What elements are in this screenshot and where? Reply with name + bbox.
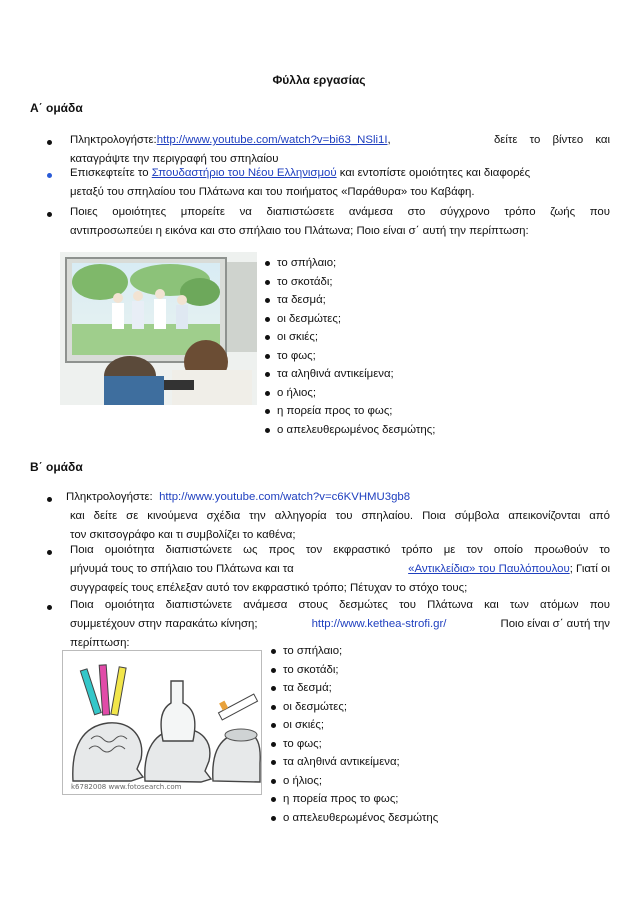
bullet-icon [271, 705, 276, 710]
list-item [265, 421, 595, 440]
line-2: αντιπροσωπεύει η εικόνα και στο σπήλαιο του Πλάτωνα; Ποιο είναι σ΄ αυτή την περίπτωση: [70, 225, 529, 237]
line-2: μεταξύ του σπηλαίου του Πλάτωνα και του ποιήματος «Παράθυρα» του Καβάφη. [70, 186, 475, 198]
list-item [271, 661, 601, 680]
list-item [265, 402, 595, 421]
bullet-icon [265, 372, 270, 377]
spoudastirio-link[interactable]: Σπουδαστήριο του Νέου Ελληνισμού [151, 167, 337, 179]
bullet-icon [265, 298, 270, 303]
bullet-icon [271, 686, 276, 691]
line-1: Ποιες ομοιότητες μπορείτε να διαπιστώσετε ανάμεσα στο σύγχρονο τρόπο ζωής που [70, 206, 610, 218]
list-item-text: τα αληθινά αντικείμενα; [277, 368, 394, 380]
line-2: καταγράψτε την περιγραφή του σπηλαίου [70, 153, 279, 165]
kethea-link[interactable]: http://www.kethea-strofi.gr/ [311, 618, 447, 630]
list-item-text: οι δεσμώτες; [283, 700, 348, 713]
list-item-text: οι σκιές; [277, 331, 319, 343]
bullet-icon [47, 497, 52, 502]
list-item-text: το φως; [283, 737, 322, 750]
list-item [265, 347, 595, 366]
line-1: Ποια ομοιότητα διαπιστώνετε ως προς τον εκφραστικό τρόπο με τον οποίο προωθούν το [70, 544, 610, 556]
bullet-icon [271, 797, 276, 802]
antikleidia-link[interactable]: «Αντικλείδια» του Παυλόπουλου [408, 563, 570, 575]
list-item [271, 790, 601, 809]
list-item-text: τα δεσμά; [277, 294, 326, 306]
bullet-icon [271, 668, 276, 673]
list-item [271, 772, 601, 791]
bullet-icon [265, 391, 270, 396]
comma: , [387, 134, 391, 146]
group-b-item-1 [66, 488, 610, 545]
bullet-icon [47, 212, 52, 217]
bullet-icon [271, 723, 276, 728]
list-item-text: τα αληθινά αντικείμενα; [283, 756, 400, 768]
list-item [265, 365, 595, 384]
list-item [271, 716, 601, 735]
list-item-text: το σκοτάδι; [283, 663, 339, 676]
group-b-item-2 [70, 541, 610, 598]
bullet-icon [47, 140, 52, 145]
list-item-text: το σπήλαιο; [283, 645, 343, 657]
list-item-text: το φως; [277, 349, 316, 362]
page-title: Φύλλα εργασίας [272, 73, 366, 87]
line-2: και δείτε σε κινούμενα σχέδια την αλληγορία του σπηλαίου. Ποια σύμβολα απεικονίζονται από [70, 510, 610, 522]
bullet-icon [265, 354, 270, 359]
group-b-heading: Β΄ ομάδα [30, 460, 83, 474]
line-3: περίπτωση: [70, 637, 130, 649]
bullet-icon [47, 173, 52, 178]
list-item [271, 735, 601, 754]
list-item-text: ο απελευθερωμένος δεσμώτης; [277, 423, 436, 436]
group-a-heading: Α΄ ομάδα [30, 101, 83, 115]
list-item [265, 254, 595, 273]
bullet-icon [265, 335, 270, 340]
tv-watching-photo [60, 252, 257, 405]
list-item [271, 698, 601, 717]
bullet-icon [271, 742, 276, 747]
type-prompt: Πληκτρολογήστε: [66, 491, 153, 503]
visit-text-suffix: και εντοπίστε ομοιότητες και διαφορές [339, 167, 531, 179]
bullet-icon [265, 280, 270, 285]
bullet-icon [271, 649, 276, 654]
line-1: Ποια ομοιότητα διαπιστώνετε ανάμεσα στους δεσμώτες του Πλάτωνα και των ατόμων που [70, 599, 610, 611]
list-item [265, 291, 595, 310]
bullet-icon [271, 760, 276, 765]
list-item [265, 310, 595, 329]
bullet-icon [265, 409, 270, 414]
image-watermark: k6782008 www.fotosearch.com [71, 783, 182, 791]
line-3: τον σκιτσογράφο και τι συμβολίζει το καθένα; [70, 529, 296, 541]
bullet-icon [265, 428, 270, 433]
line-2-text: συμμετέχουν στην παρακάτω κίνηση; [70, 618, 258, 630]
list-item [271, 642, 601, 661]
list-item-text: ο απελευθερωμένος δεσμώτης [283, 811, 439, 824]
visit-text: Επισκεφτείτε το [70, 167, 149, 179]
list-item-text: ο ήλιος; [283, 774, 323, 787]
list-item-text: το σκοτάδι; [277, 275, 333, 288]
list-item-text: τα δεσμά; [283, 682, 332, 694]
list-item-text: η πορεία προς το φως; [277, 405, 393, 417]
line-2-text: μήνυμά τους το σπήλαιο του Πλάτωνα και τα [70, 563, 294, 575]
group-a-item-3 [70, 203, 610, 241]
bullet-icon [271, 779, 276, 784]
list-item [271, 753, 601, 772]
addiction-illustration [62, 650, 262, 795]
list-item [265, 384, 595, 403]
group-a-item-2 [70, 164, 610, 202]
line-3: συγγραφείς τους επέλεξαν αυτό τον εκφραστικό τρόπο; Πέτυχαν το στόχο τους; [70, 582, 468, 594]
bullet-icon [47, 605, 52, 610]
youtube-link-b[interactable]: http://www.youtube.com/watch?v=c6KVHMU3gb8 [159, 491, 411, 503]
group-b-checklist [271, 642, 601, 827]
list-item-text: το σπήλαιο; [277, 257, 337, 269]
bullet-icon [265, 261, 270, 266]
group-a-checklist [265, 254, 595, 439]
bullet-icon [271, 816, 276, 821]
list-item [271, 679, 601, 698]
bullet-icon [265, 317, 270, 322]
list-item-text: η πορεία προς το φως; [283, 793, 399, 805]
list-item [265, 328, 595, 347]
list-item-text: ο ήλιος; [277, 386, 317, 399]
list-item-text: οι δεσμώτες; [277, 312, 342, 325]
list-item [265, 273, 595, 292]
line-2-suffix: Ποιο είναι σ΄ αυτή την [500, 618, 610, 630]
list-item [271, 809, 601, 828]
watch-video-text: δείτε το βίντεο και [493, 134, 610, 146]
bullet-icon [47, 550, 52, 555]
type-prompt: Πληκτρολογήστε: [70, 134, 157, 146]
list-item-text: οι σκιές; [283, 719, 325, 731]
line-2-suffix: ; Γιατί οι [569, 563, 610, 575]
youtube-link-a[interactable]: http://www.youtube.com/watch?v=bi63_NSli1I [156, 134, 388, 146]
